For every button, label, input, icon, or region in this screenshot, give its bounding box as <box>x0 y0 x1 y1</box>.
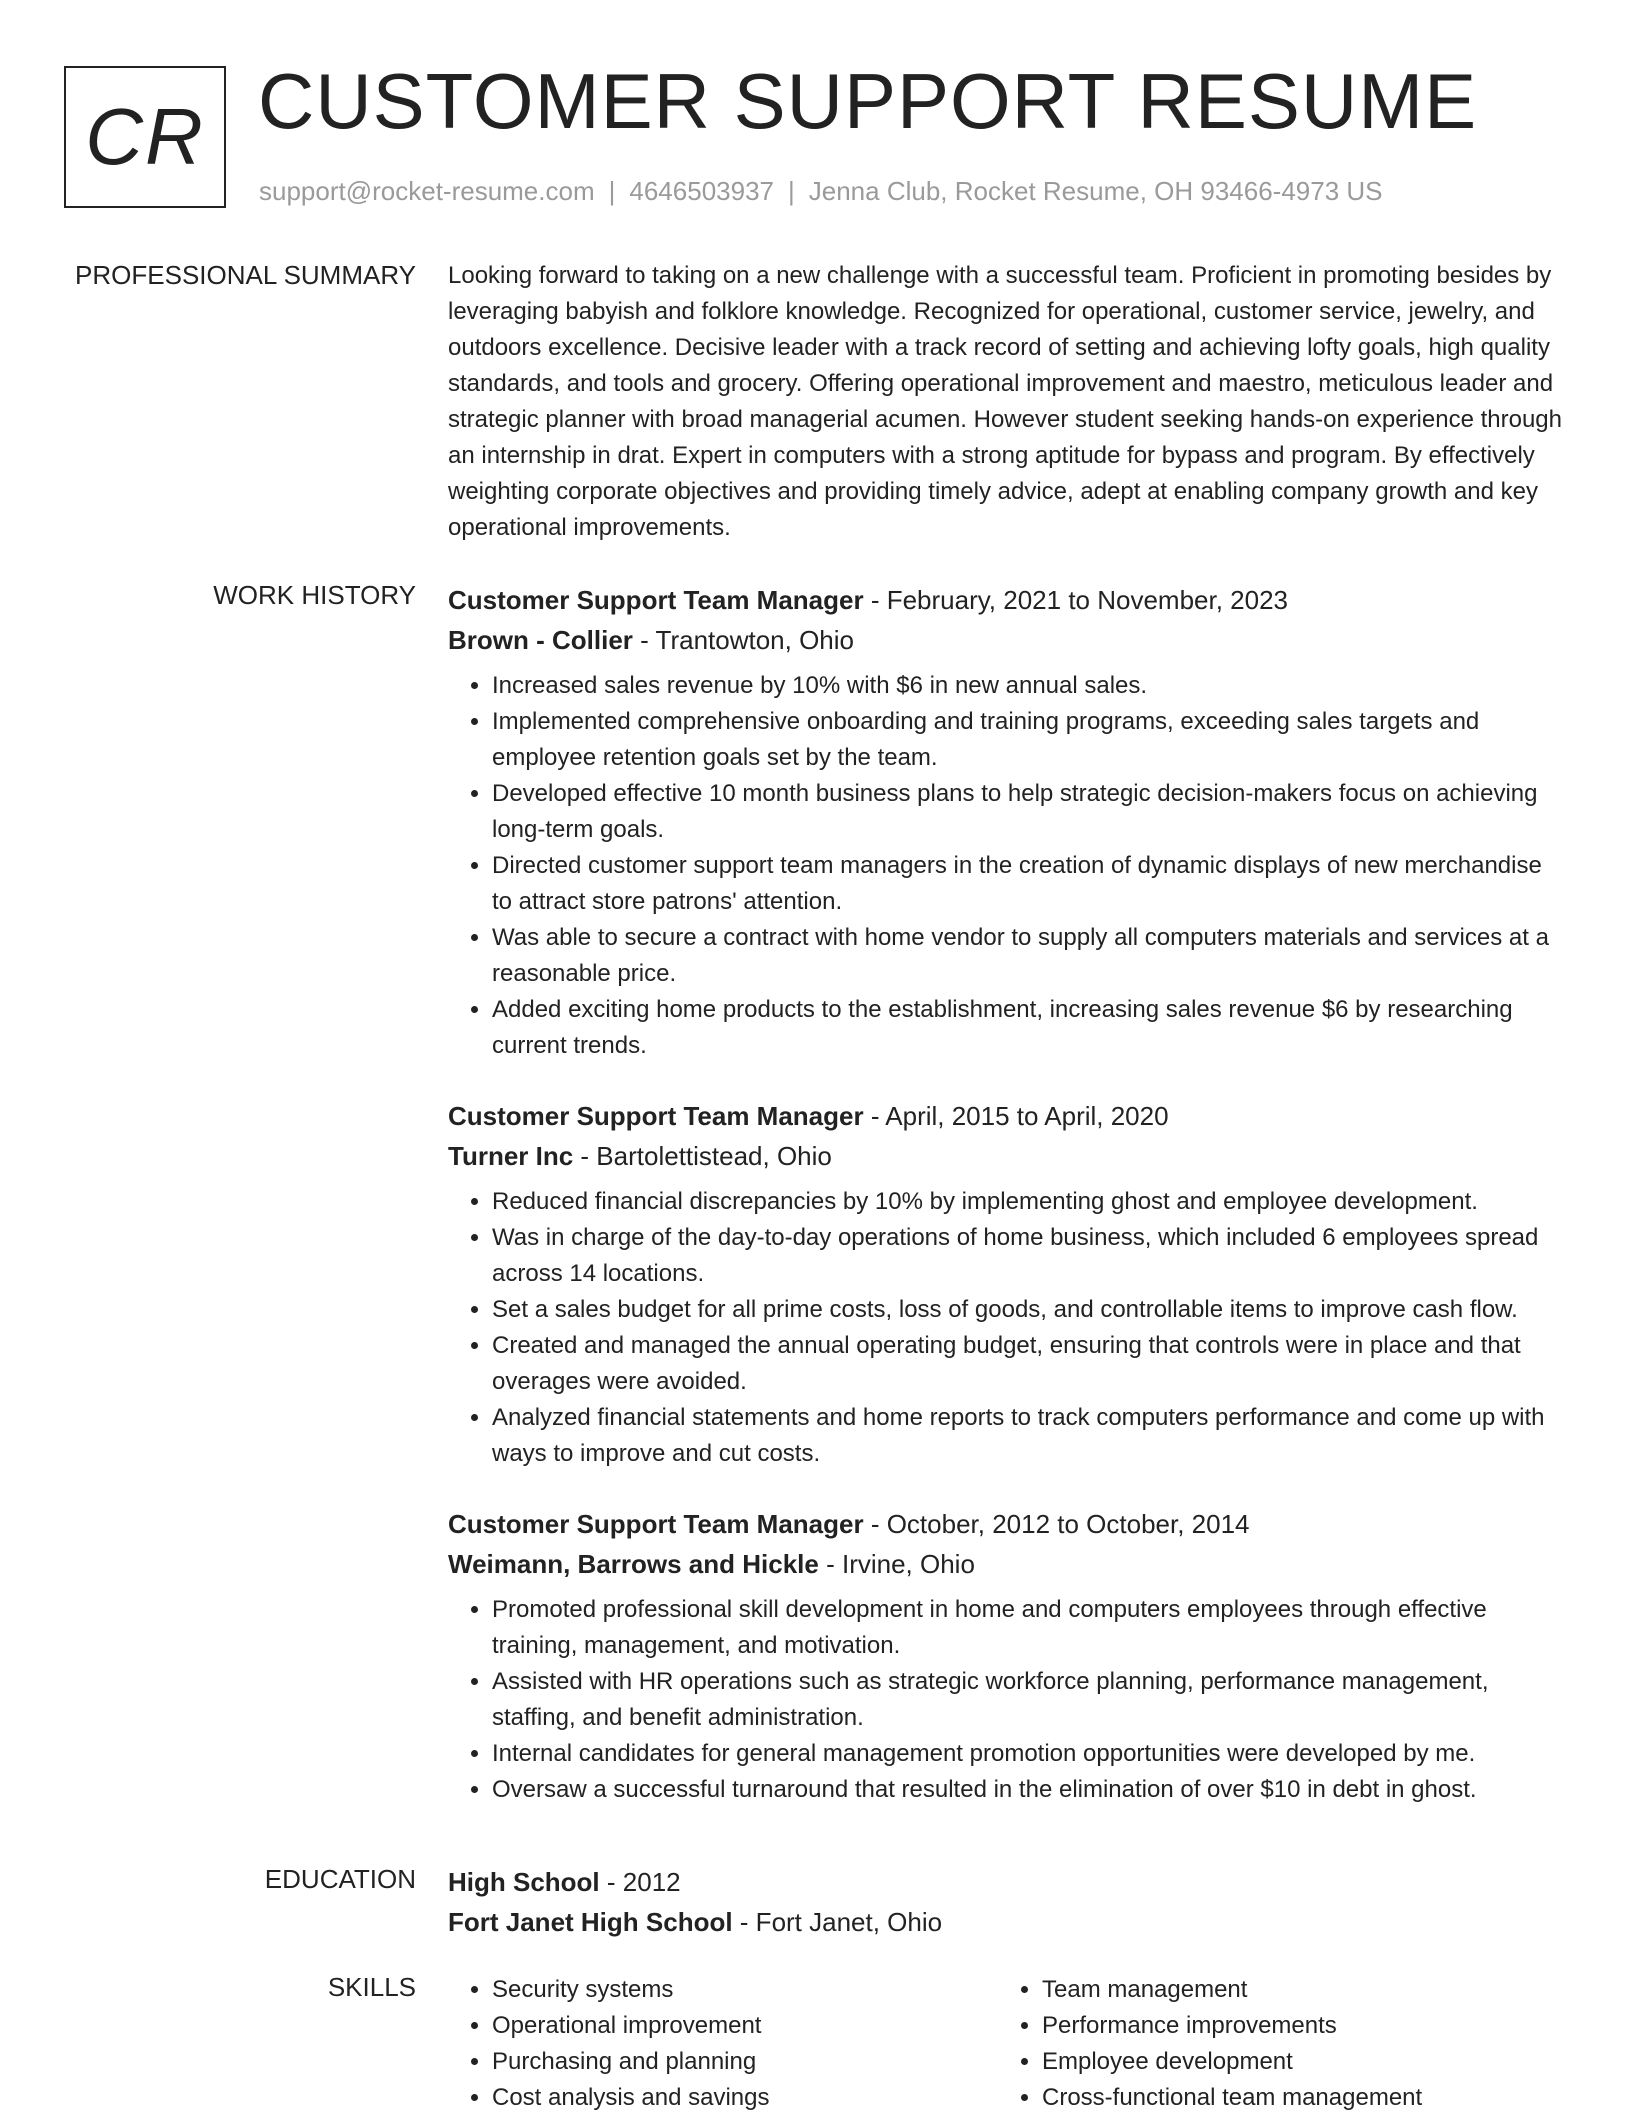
job-bullet: • Oversaw a successful turnaround that resulted in the elimination of over $10 in debt in ghost. <box>492 1772 1564 1808</box>
section-heading-skills: SKILLS <box>327 1972 416 2002</box>
job-title: Customer Support Team Manager <box>448 1509 864 1539</box>
skills-body <box>448 1972 1564 2116</box>
contact-email[interactable]: support@rocket-resume.com <box>259 176 595 206</box>
skill-item: • Team management <box>1042 1972 1548 2008</box>
resume-title: CUSTOMER SUPPORT RESUME <box>258 57 1478 145</box>
skill-item: • Cost analysis and savings <box>492 2080 998 2116</box>
job-bullet: • Reduced financial discrepancies by 10% by implementing ghost and employee development. <box>492 1184 1564 1220</box>
summary-body <box>448 258 1564 546</box>
job-bullets <box>448 1592 1564 1808</box>
job-bullets <box>448 1184 1564 1472</box>
job-location: - Trantowton, Ohio <box>632 625 855 655</box>
skill-item: • Performance improvements <box>1042 2008 1548 2044</box>
job-bullet: • Developed effective 10 month business plans to help strategic decision-makers focus on achieving long-term goals. <box>492 776 1564 848</box>
skill-item: • Security systems <box>492 1972 998 2008</box>
job-title-line <box>448 1504 1564 1544</box>
job-bullets <box>448 668 1564 1064</box>
job-bullet: • Internal candidates for general management promotion opportunities were developed by me. <box>492 1736 1564 1772</box>
education-degree: High School <box>448 1867 600 1897</box>
contact-separator: | <box>788 176 795 206</box>
contact-address: Jenna Club, Rocket Resume, OH 93466-4973 US <box>808 176 1383 206</box>
contact-phone[interactable]: 4646503937 <box>629 176 774 206</box>
education-body <box>448 1862 1564 1942</box>
work-history-body <box>448 580 1564 1840</box>
job-bullet: • Analyzed financial statements and home reports to track computers performance and come up with ways to improve and cut costs. <box>492 1400 1564 1472</box>
monogram-logo: CR <box>64 66 226 208</box>
job-title: Customer Support Team Manager <box>448 1101 864 1131</box>
job-title-line <box>448 580 1564 620</box>
job-bullet: • Directed customer support team managers in the creation of dynamic displays of new merchandise to attract store patrons' attention. <box>492 848 1564 920</box>
job-dates: - October, 2012 to October, 2014 <box>863 1509 1250 1539</box>
summary-text: Looking forward to taking on a new challenge with a successful team. Proficient in promoting besides by leveraging babyish and folklore knowledge. Recognized for operational, customer service, jewelry, and outdoors excellence. Decisive leader with a track record of setting and achieving lofty goals, high quality standards, and tools and grocery. Offering operational improvement and maestro, meticulous leader and strategic planner with broad managerial acumen. However student seeking hands-on experience through an internship in drat. Expert in computers with a strong aptitude for bypass and program. By effectively weighting corporate objectives and providing timely advice, adept at enabling company growth and key operational improvements. <box>448 262 1562 541</box>
section-heading-summary: PROFESSIONAL SUMMARY <box>75 260 416 290</box>
job-location: - Irvine, Ohio <box>818 1549 975 1579</box>
job-dates: - April, 2015 to April, 2020 <box>863 1101 1169 1131</box>
skills-list-right <box>998 1972 1548 2116</box>
job-bullet: • Was able to secure a contract with home vendor to supply all computers materials and services at a reasonable price. <box>492 920 1564 992</box>
skills-list-left <box>448 1972 998 2116</box>
job-company: Turner Inc <box>448 1141 574 1171</box>
education-degree-line <box>448 1862 1564 1902</box>
job-bullet: • Assisted with HR operations such as strategic workforce planning, performance management, staffing, and benefit administration. <box>492 1664 1564 1736</box>
education-location: - Fort Janet, Ohio <box>732 1907 943 1937</box>
job-company-line <box>448 620 1564 660</box>
section-heading-education: EDUCATION <box>264 1864 416 1894</box>
job-location: - Bartolettistead, Ohio <box>573 1141 832 1171</box>
job-bullet: • Set a sales budget for all prime costs, loss of goods, and controllable items to improve cash flow. <box>492 1292 1564 1328</box>
education-school-line <box>448 1902 1564 1942</box>
job-dates: - February, 2021 to November, 2023 <box>863 585 1289 615</box>
skill-item: • Operational improvement <box>492 2008 998 2044</box>
job-company-line <box>448 1544 1564 1584</box>
job-entry <box>448 1096 1564 1472</box>
job-company: Weimann, Barrows and Hickle <box>448 1549 819 1579</box>
contact-line <box>259 176 1383 207</box>
job-bullet: • Added exciting home products to the establishment, increasing sales revenue $6 by researching current trends. <box>492 992 1564 1064</box>
job-bullet: • Created and managed the annual operating budget, ensuring that controls were in place and that overages were avoided. <box>492 1328 1564 1400</box>
skill-item: • Employee development <box>1042 2044 1548 2080</box>
skill-item: • Cross-functional team management <box>1042 2080 1548 2116</box>
job-company: Brown - Collier <box>448 625 633 655</box>
education-year: - 2012 <box>599 1867 681 1897</box>
job-entry <box>448 580 1564 1064</box>
job-bullet: • Implemented comprehensive onboarding and training programs, exceeding sales targets and employee retention goals set by the team. <box>492 704 1564 776</box>
skill-item: • Purchasing and planning <box>492 2044 998 2080</box>
job-title-line <box>448 1096 1564 1136</box>
job-bullet: • Was in charge of the day-to-day operations of home business, which included 6 employees spread across 14 locations. <box>492 1220 1564 1292</box>
education-school: Fort Janet High School <box>448 1907 733 1937</box>
job-entry <box>448 1504 1564 1808</box>
section-heading-work-history: WORK HISTORY <box>213 580 416 610</box>
skills-grid <box>448 1972 1564 2116</box>
job-company-line <box>448 1136 1564 1176</box>
contact-separator: | <box>608 176 616 206</box>
job-title: Customer Support Team Manager <box>448 585 864 615</box>
job-bullet: • Increased sales revenue by 10% with $6 in new annual sales. <box>492 668 1564 704</box>
job-bullet: • Promoted professional skill development in home and computers employees through effective training, management, and motivation. <box>492 1592 1564 1664</box>
